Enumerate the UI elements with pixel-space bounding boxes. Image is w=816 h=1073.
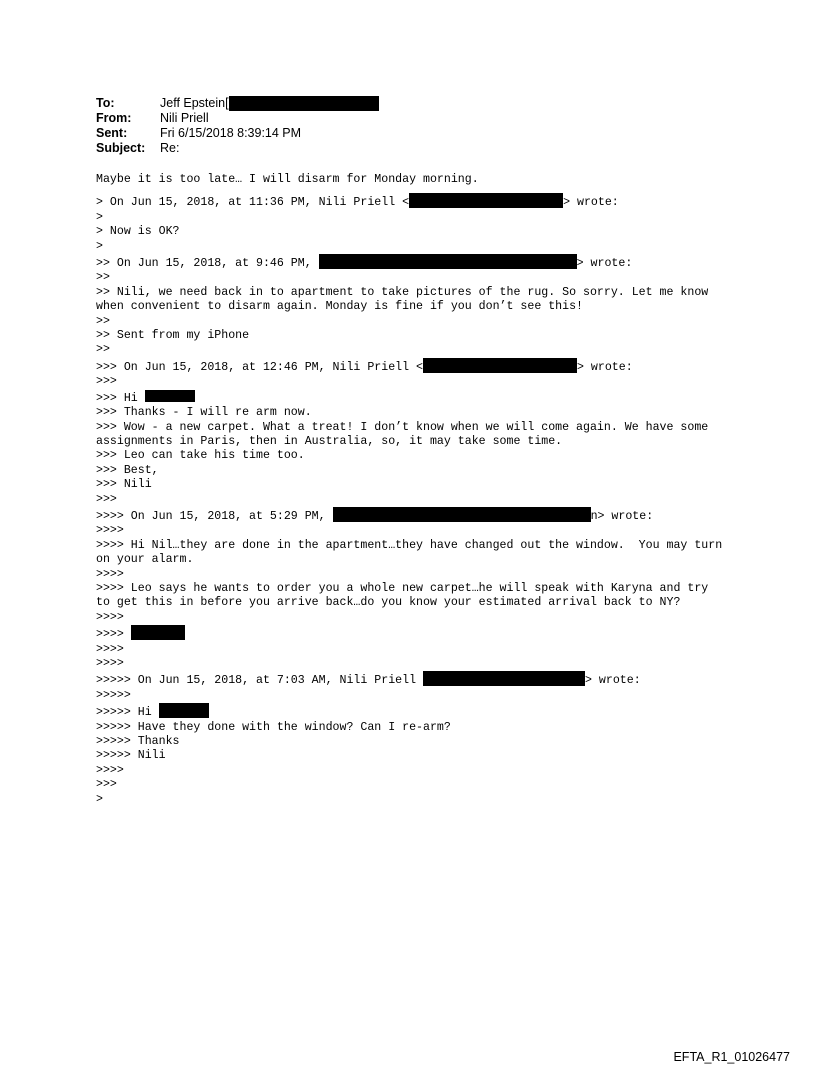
quote-header-suffix: > wrote:	[576, 257, 633, 271]
subject-value: Re:	[160, 141, 180, 155]
redaction-box	[423, 358, 577, 373]
body-line: >>> Best,	[96, 463, 159, 477]
body-line: >>>>>	[96, 688, 131, 702]
subject-row	[96, 141, 379, 156]
body-line: >>>>	[96, 642, 124, 656]
greeting-text: >>> Hi	[96, 391, 145, 405]
redaction-box	[145, 390, 195, 402]
body-line: >>>	[96, 375, 117, 389]
quote-header	[96, 193, 726, 210]
redaction-box	[423, 671, 585, 686]
subject-label: Subject:	[96, 141, 146, 155]
body-line: >>	[96, 271, 110, 285]
redaction-box	[319, 254, 577, 269]
signature-prefix: >>>>	[96, 628, 131, 642]
body-line: >>	[96, 343, 110, 357]
body-paragraph: >>>> Hi Nil…they are done in the apartment…they have changed out the window. You may turn on your alarm.	[96, 538, 730, 567]
body-line: >>>	[96, 492, 117, 506]
body-line: >>>>	[96, 610, 124, 624]
body-line: >	[96, 792, 103, 806]
to-label: To:	[96, 96, 115, 110]
body-line: >>>>	[96, 567, 124, 581]
email-header	[96, 96, 379, 156]
body-line: >	[96, 210, 103, 224]
quote-header	[96, 507, 726, 524]
quote-header	[96, 671, 726, 688]
to-row	[96, 96, 379, 111]
greeting-line	[96, 703, 726, 720]
body-line: >>> Thanks - I will re arm now.	[96, 406, 312, 420]
body-paragraph: >>> Wow - a new carpet. What a treat! I don’t know when we will come again. We have some assignments in Paris, then in Australia, so, it may take some time.	[96, 420, 716, 448]
quote-header-text: > On Jun 15, 2018, at 11:36 PM, Nili Priell <	[96, 196, 410, 210]
redaction-box	[333, 507, 591, 522]
email-body	[96, 173, 730, 807]
quote-header-suffix: > wrote:	[563, 196, 619, 210]
quote-header-text: >>>>> On Jun 15, 2018, at 7:03 AM, Nili Priell	[96, 674, 423, 688]
quote-header	[96, 254, 726, 271]
body-line: >>>>	[96, 763, 124, 777]
body-paragraph: >>>> Leo says he wants to order you a whole new carpet…he will speak with Karyna and try to get this in before you arrive back…do you know your estimated arrival back to NY?	[96, 581, 716, 610]
body-line: >> Sent from my iPhone	[96, 329, 250, 343]
from-row	[96, 111, 379, 126]
redaction-box	[229, 96, 379, 111]
document-id: EFTA_R1_01026477	[673, 1050, 790, 1064]
body-line: Maybe it is too late… I will disarm for Monday morning.	[96, 173, 479, 186]
body-line: >	[96, 239, 103, 253]
from-label: From:	[96, 111, 132, 125]
quote-header	[96, 358, 726, 375]
body-line: > Now is OK?	[96, 225, 180, 239]
greeting-line	[96, 390, 726, 406]
body-line: >>>>	[96, 657, 124, 670]
body-line: >>>>> Have they done with the window? Can I re-arm?	[96, 720, 451, 734]
body-line: >>>>> Thanks	[96, 735, 180, 749]
body-line: >>	[96, 314, 110, 328]
from-value: Nili Priell	[160, 111, 209, 125]
sent-value: Fri 6/15/2018 8:39:14 PM	[160, 126, 302, 140]
body-line: >>> Leo can take his time too.	[96, 449, 305, 463]
quote-header-suffix: n> wrote:	[590, 509, 654, 523]
quote-header-text: >> On Jun 15, 2018, at 9:46 PM,	[96, 257, 319, 271]
body-paragraph: >> Nili, we need back in to apartment to take pictures of the rug. So sorry. Let me know when convenient to disarm again. Monday is fine if you don’t see this!	[96, 285, 716, 314]
sent-label: Sent:	[96, 126, 128, 140]
redaction-box	[159, 703, 209, 718]
sent-row	[96, 126, 379, 141]
to-value: Jeff Epstein[	[160, 96, 229, 110]
signature-line	[96, 625, 726, 642]
body-line: >>>	[96, 778, 117, 792]
greeting-text: >>>>> Hi	[96, 706, 159, 720]
quote-header-suffix: > wrote:	[577, 360, 633, 374]
quote-header-text: >>> On Jun 15, 2018, at 12:46 PM, Nili Priell <	[96, 360, 423, 374]
body-line: >>>>	[96, 524, 124, 538]
body-line: >>> Nili	[96, 478, 152, 492]
quote-header-suffix: > wrote:	[585, 674, 641, 688]
redaction-box	[409, 193, 563, 208]
redaction-box	[131, 625, 185, 640]
body-line: >>>>> Nili	[96, 749, 166, 763]
quote-header-text: >>>> On Jun 15, 2018, at 5:29 PM,	[96, 509, 333, 523]
